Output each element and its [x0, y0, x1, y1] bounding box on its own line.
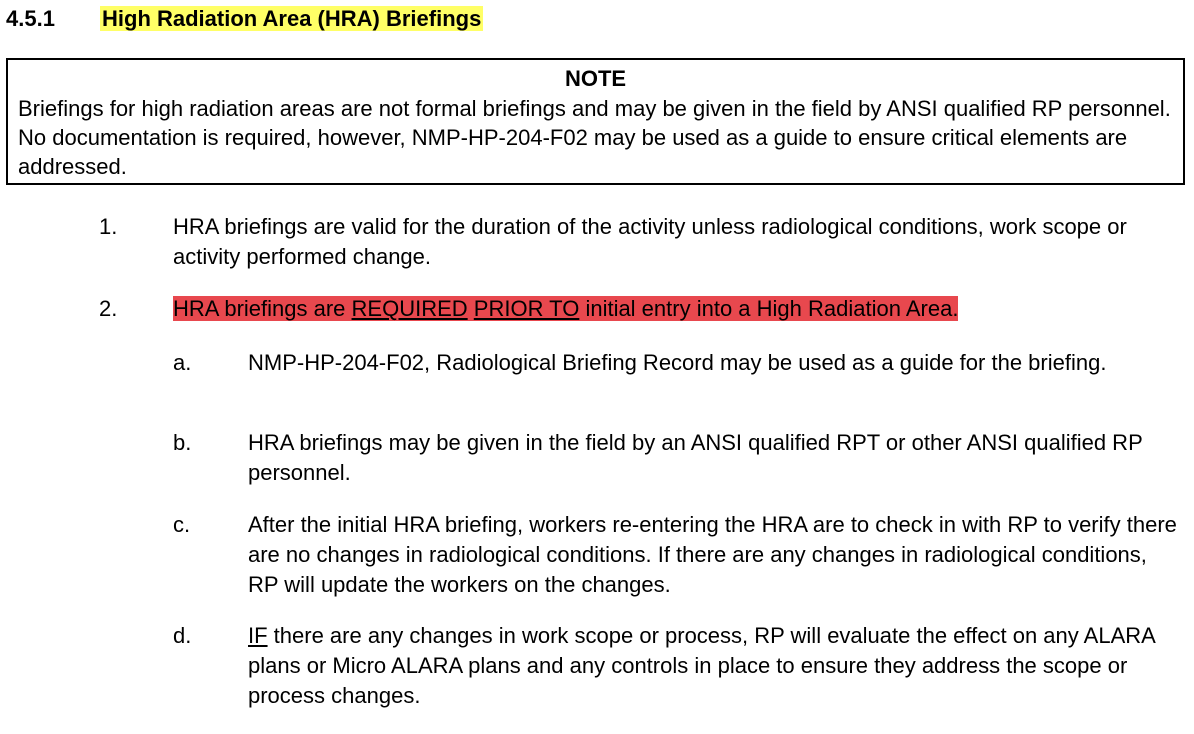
- step-2-highlight: [173, 296, 958, 321]
- substep-c-label: c.: [173, 512, 191, 537]
- step-2-text-part1: HRA briefings are: [173, 296, 352, 321]
- section-number: 4.5.1: [6, 6, 55, 31]
- step-2-text-part2: initial entry into a High Radiation Area.: [579, 296, 959, 321]
- step-2-label: 2.: [99, 296, 118, 321]
- note-box: [6, 58, 1185, 185]
- note-title: NOTE: [564, 66, 627, 91]
- section-heading: [6, 4, 483, 34]
- substep-d-label: d.: [173, 623, 192, 648]
- note-text: Briefings for high radiation areas are not formal briefings and may be given in the field by ANSI qualified RP personnel. No documentation is required, however, NMP-HP-204-F02 may be used as a guide to ensure critical elements are addressed.: [18, 96, 1171, 179]
- required-emphasis: REQUIRED: [351, 296, 468, 321]
- substep-d-text: [248, 621, 1180, 711]
- step-1-text: HRA briefings are valid for the duration of the activity unless radiological conditions, work scope or activity performed change.: [173, 214, 1127, 269]
- substep-a-text: NMP-HP-204-F02, Radiological Briefing Record may be used as a guide for the briefing.: [248, 350, 1107, 375]
- substep-b-text: HRA briefings may be given in the field by an ANSI qualified RPT or other ANSI qualified RP personnel.: [248, 430, 1143, 485]
- step-2-text: [173, 294, 1185, 324]
- substep-b-label: b.: [173, 430, 192, 455]
- prior-to-emphasis: PRIOR TO: [473, 296, 580, 321]
- substep-d-text-rest: there are any changes in work scope or process, RP will evaluate the effect on any ALARA plans or Micro ALARA plans and any controls in place to ensure they address the scope or process changes.: [248, 623, 1155, 708]
- substep-a-label: a.: [173, 350, 192, 375]
- if-emphasis: IF: [248, 623, 268, 648]
- section-title: High Radiation Area (HRA) Briefings: [102, 6, 482, 31]
- step-1-label: 1.: [99, 214, 118, 239]
- substep-c-text: After the initial HRA briefing, workers re-entering the HRA are to check in with RP to verify there are no changes in radiological conditions. If there are any changes in radiological conditions, RP will update the workers on the changes.: [248, 512, 1177, 597]
